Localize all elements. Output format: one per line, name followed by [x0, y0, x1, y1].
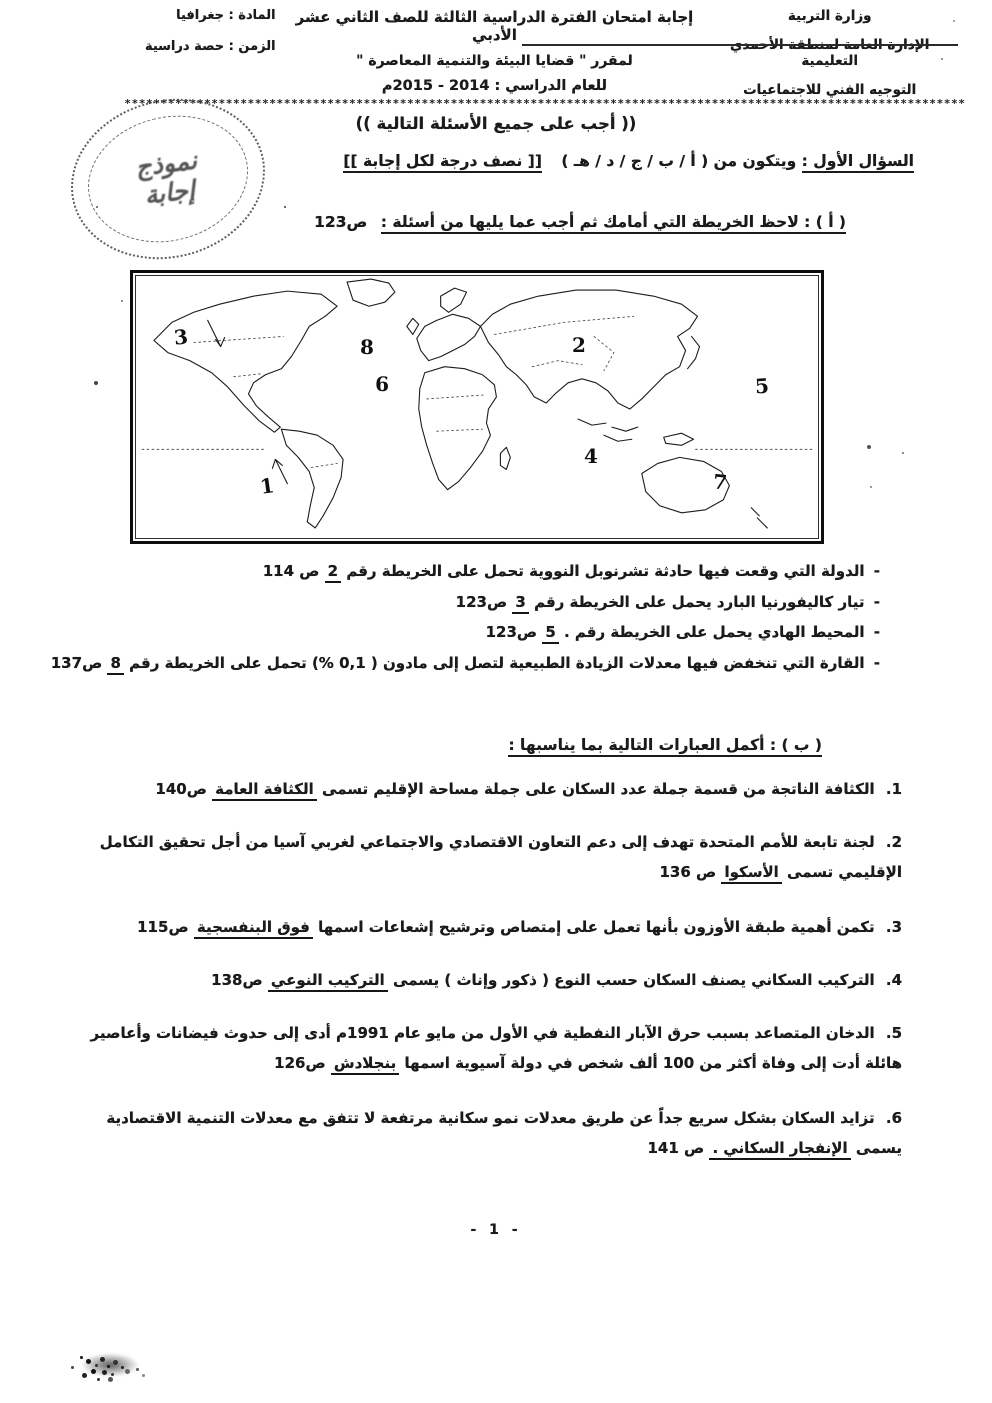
fill-in-item — [80, 912, 902, 942]
header-ministry-column — [707, 8, 952, 111]
district-line: الإدارة العامة لمنطقة الأحمدي التعليمية — [730, 37, 930, 69]
map-label-4: 4 — [584, 444, 598, 469]
page-ref: ص 114 — [262, 562, 320, 580]
page-ref: ص137 — [50, 653, 103, 672]
item-number: 2. — [885, 833, 902, 851]
answer-value: 8 — [107, 654, 123, 675]
answer-value: 5 — [542, 623, 558, 644]
bullet-dash: - — [873, 653, 880, 672]
fill-in-item — [80, 965, 902, 995]
item-text: الكثافة الناتجة من قسمة جملة عدد السكان على جملة مساحة الإقليم تسمى — [322, 780, 875, 798]
page-ref: ص 141 — [647, 1139, 705, 1157]
page-number: - 1 - — [470, 1222, 522, 1238]
item-text: التركيب السكاني يصنف السكان حسب النوع ( ذكور وإناث ) يسمى — [393, 971, 875, 989]
item-text: تزايد السكان بشكل سريع جداً عن طريق معدلات نمو سكانية مرتفعة لا تتفق مع معدلات التنمية الاقتصادية يسمى — [106, 1109, 902, 1157]
map-question-row — [58, 556, 880, 587]
answer-value: الكثافة العامة — [212, 780, 317, 801]
map-label-7: 7 — [711, 469, 728, 495]
fill-in-item — [80, 1103, 902, 1163]
ministry-line: وزارة التربية — [787, 8, 872, 24]
map-label-5: 5 — [753, 373, 770, 399]
page-header — [40, 8, 952, 111]
item-text: تكمن أهمية طبقة الأوزون بأنها تعمل على إمتصاص وترشيح إشعاعات اسمها — [318, 918, 875, 936]
fill-in-item — [80, 774, 902, 804]
map-number-layer — [133, 273, 821, 541]
academic-year: للعام الدراسي : 2014 - 2015م — [381, 78, 608, 94]
answer-value: 3 — [512, 593, 528, 614]
time-line: الزمن : حصة دراسية — [144, 39, 276, 54]
stamp-text — [63, 91, 272, 267]
fill-in-item — [80, 827, 902, 887]
part-a-page-ref: ص123 — [314, 213, 368, 231]
page-ref: ص123 — [485, 623, 538, 641]
answer-value: 2 — [325, 562, 341, 583]
item-text: الدخان المتصاعد بسبب حرق الآبار النفطية في الأول من مايو عام 1991م أدى إلى حدوث فيضانات وأعاصير هائلة أدت إلى وفاة أكثر من 100 ألف شخص في دولة آسيوية اسمها — [90, 1024, 902, 1072]
part-a-heading-line — [314, 213, 846, 231]
map-label-2: 2 — [571, 333, 586, 358]
bullet-dash: - — [873, 562, 880, 580]
question1-composition: ويتكون من ( أ / ب / ج / د / هـ ) — [561, 152, 797, 170]
answer-value: بنجلادش — [331, 1054, 399, 1075]
map-question-row — [50, 648, 880, 679]
guidance-line: التوجيه الفني للاجتماعيات — [743, 82, 917, 98]
bullet-dash: - — [873, 592, 880, 611]
scan-specks — [0, 0, 2, 2]
question1-note: [[ نصف درجة لكل إجابة ]] — [343, 152, 542, 173]
stamp-word-2: إجابة — [142, 174, 197, 210]
subject-line: المادة : جغرافيا — [176, 8, 276, 23]
map-question-row — [58, 587, 880, 618]
page-ref: ص 136 — [659, 863, 717, 881]
part-b-item-list — [80, 774, 902, 1188]
item-number: 1. — [885, 780, 902, 798]
page-ref: ص115 — [137, 918, 189, 936]
page-ref: ص126 — [274, 1054, 326, 1072]
answer-value: الإنفجار السكاني . — [709, 1139, 850, 1160]
part-b-heading: ( ب ) : أكمل العبارات التالية بما يناسبها : — [508, 736, 822, 757]
question-text: الدولة التي وقعت فيها حادثة تشرنوبل النووية تحمل على الخريطة رقم — [346, 562, 865, 580]
question-text: تيار كاليفورنيا البارد يحمل على الخريطة رقم — [534, 592, 865, 611]
question1-heading: السؤال الأول : — [802, 152, 914, 173]
question1-line — [343, 152, 914, 170]
map-label-8: 8 — [360, 335, 374, 360]
item-number: 3. — [885, 918, 902, 936]
item-text: لجنة تابعة للأمم المتحدة تهدف إلى دعم التعاون الاقتصادي والاجتماعي لغربي آسيا من أجل تحقيق التكامل الإقليمي تسمى — [99, 833, 902, 881]
bullet-dash: - — [873, 623, 880, 641]
fill-in-item — [80, 1018, 902, 1078]
item-number: 5. — [885, 1024, 902, 1042]
part-a-heading: ( أ ) : لاحظ الخريطة التي أمامك ثم أجب عما يليها من أسئلة : — [381, 213, 846, 234]
map-question-row — [58, 617, 880, 648]
question-text: المحيط الهادي يحمل على الخريطة رقم . — [564, 623, 865, 641]
exam-title: إجابة امتحان الفترة الدراسية الثالثة للصف الثاني عشر الأدبي — [295, 8, 694, 44]
page-ref: ص140 — [155, 780, 207, 798]
stamp-word-1: نموذج — [133, 145, 199, 183]
item-number: 4. — [885, 971, 902, 989]
world-map — [130, 270, 824, 544]
map-label-6: 6 — [375, 372, 390, 397]
scan-noise-dots — [80, 1356, 83, 1359]
page-ref: ص138 — [211, 971, 263, 989]
item-number: 6. — [885, 1109, 902, 1127]
scan-noise-blob — [68, 1348, 152, 1382]
header-title-column — [282, 8, 708, 111]
question-text: القارة التي تنخفض فيها معدلات الزيادة الطبيعية لتصل إلى مادون ( 0,1 %) تحمل على الخريطة رقم — [129, 653, 865, 672]
answer-value: الأسكوا — [721, 863, 781, 884]
instructions-title: (( أجب على جميع الأسئلة التالية )) — [355, 114, 637, 133]
course-title: لمقرر " قضايا البيئة والتنمية المعاصرة " — [356, 53, 633, 69]
part-b-heading-line — [508, 736, 822, 754]
answer-value: فوق البنفسجية — [194, 918, 313, 939]
page-ref: ص123 — [455, 592, 508, 611]
part-a-question-list — [50, 556, 880, 678]
map-label-1: 1 — [258, 473, 276, 500]
header-underline — [522, 44, 958, 46]
answer-value: التركيب النوعي — [268, 971, 388, 992]
map-label-3: 3 — [173, 324, 190, 350]
asterisk-separator: ******************************************************************************************************************** — [124, 97, 966, 110]
